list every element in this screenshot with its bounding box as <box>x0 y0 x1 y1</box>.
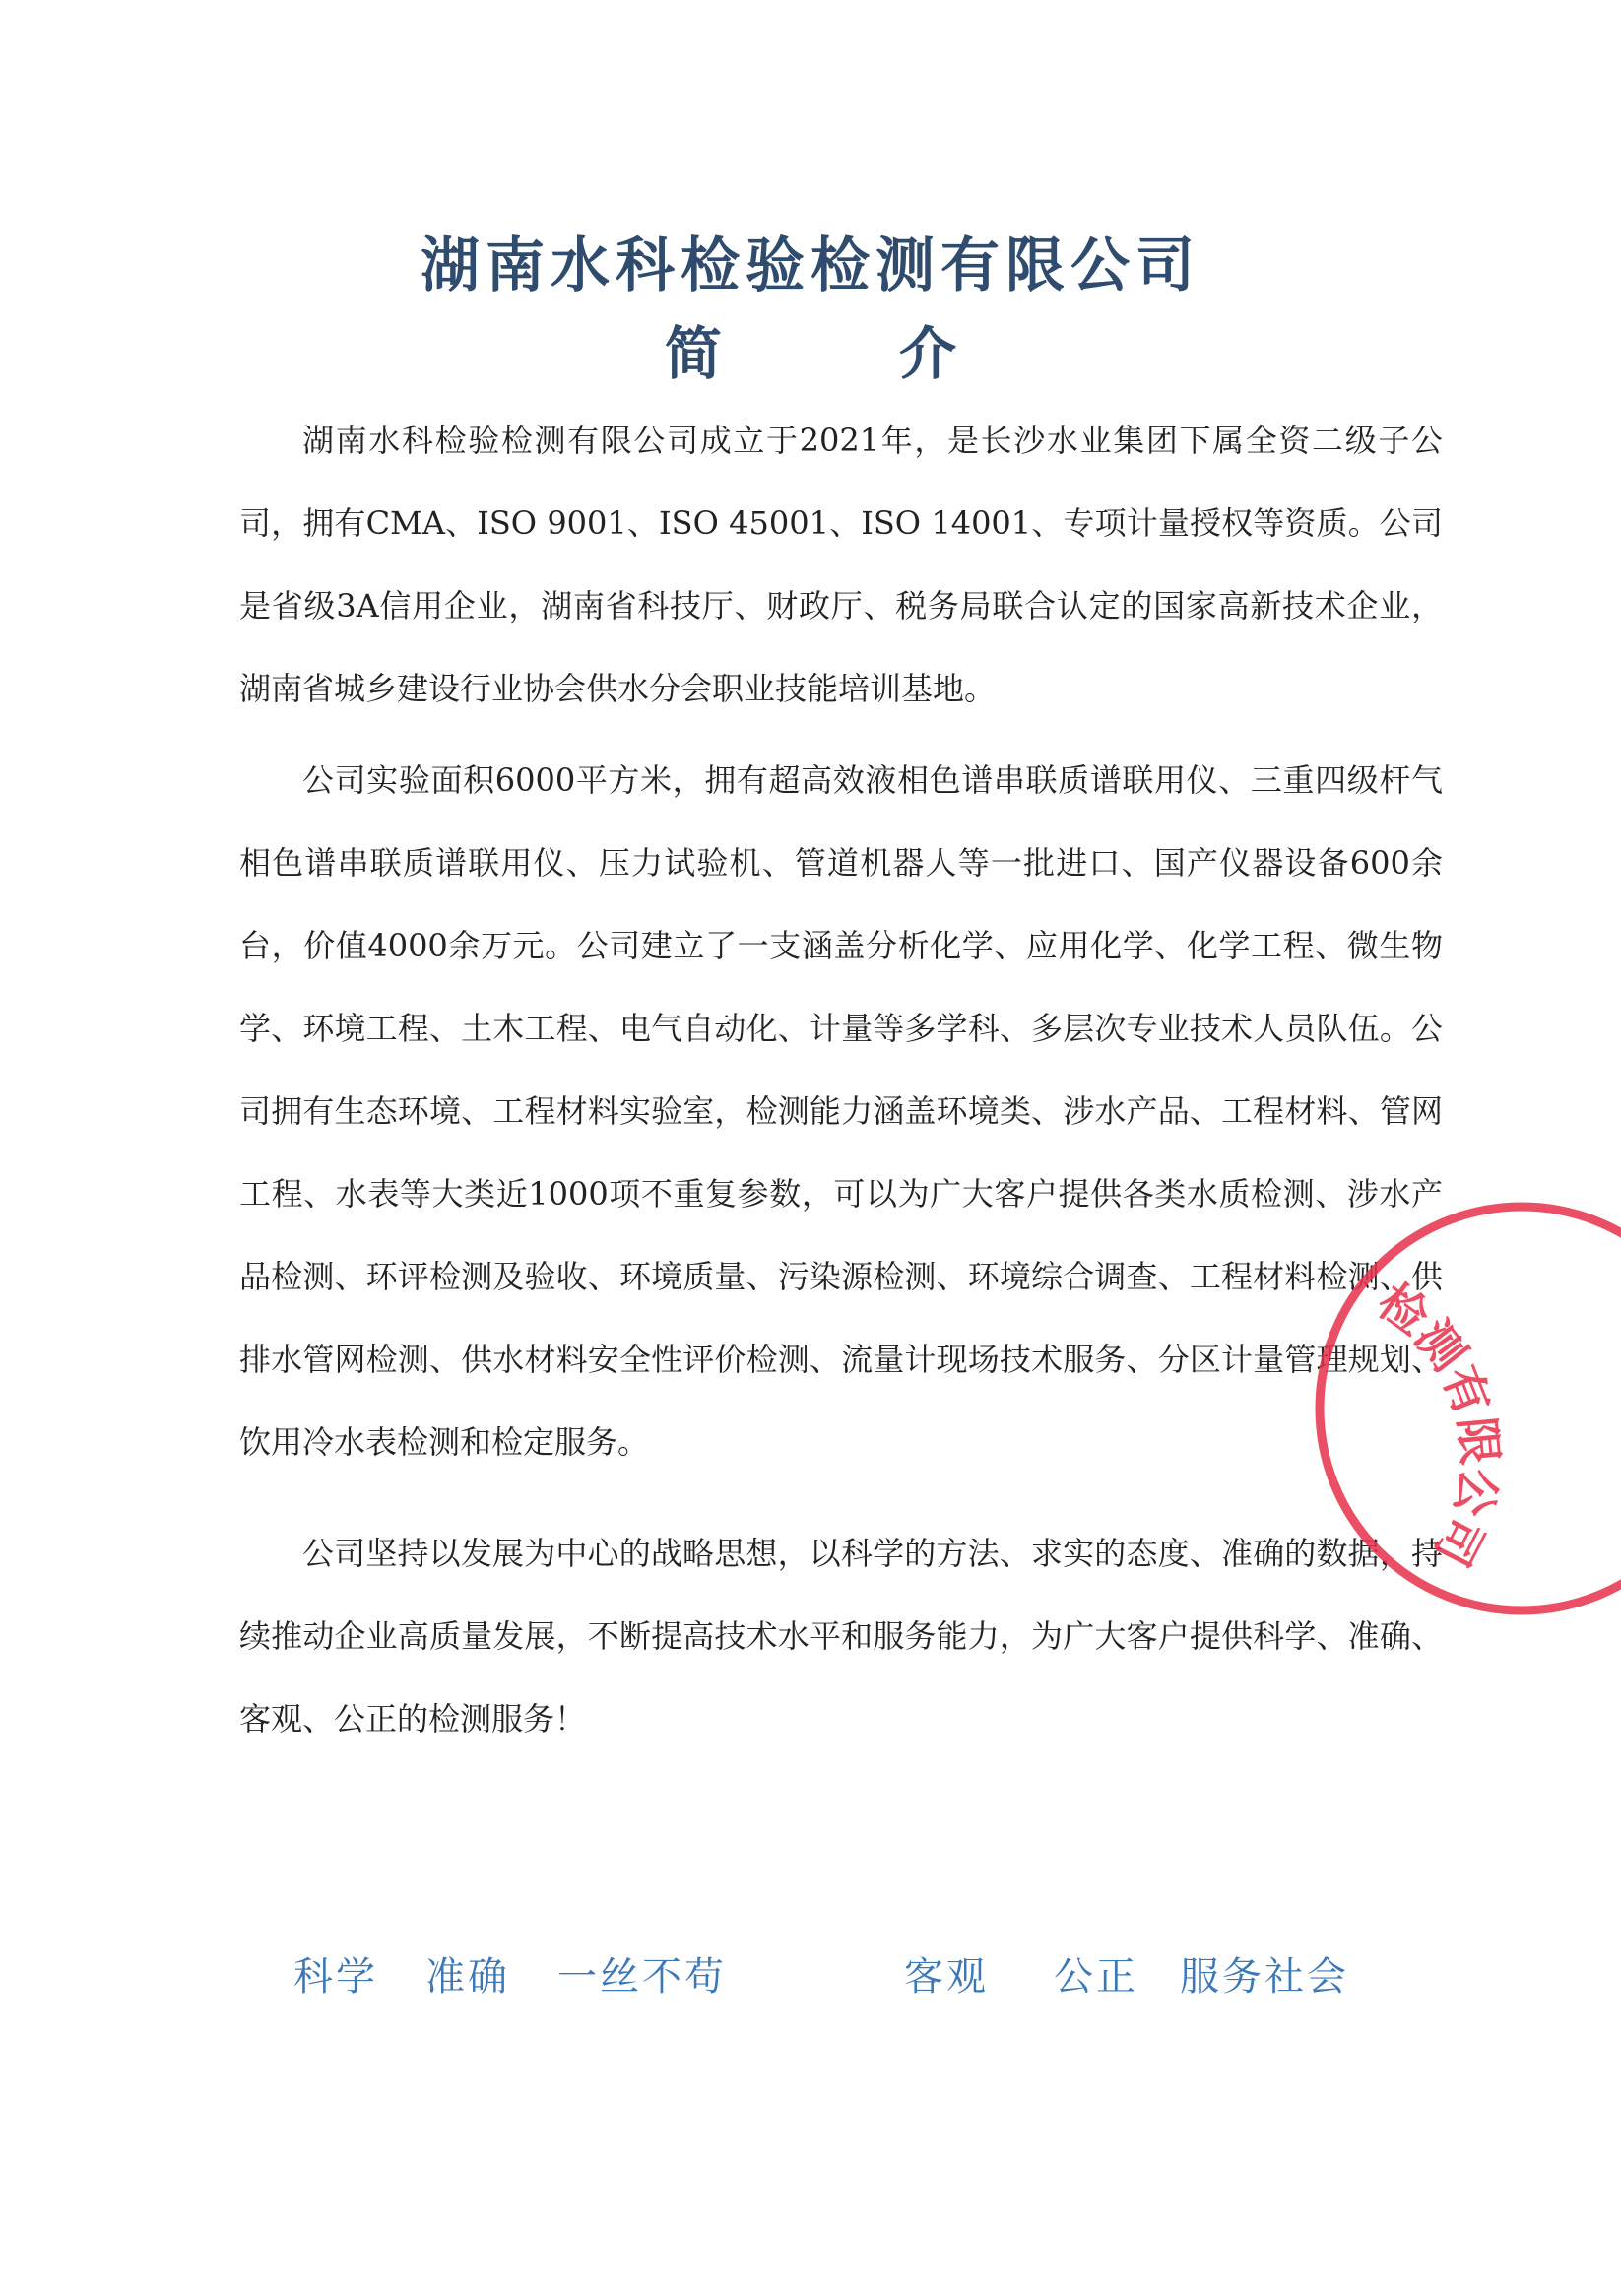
slogan-accuracy: 准确 <box>425 1954 510 2000</box>
paragraph-3: 公司坚持以发展为中心的战略思想，以科学的方法、求实的态度、准确的数据，持续推动企业高质量发展，不断提高技术水平和服务能力，为广大客户提供科学、准确、客观、公正的检测服务！ <box>239 1535 1443 1738</box>
slogan-serve-society: 服务社会 <box>1180 1954 1349 2000</box>
slogan-fair: 公正 <box>1054 1954 1138 2000</box>
document-subtitle: 简 介 <box>664 320 1036 387</box>
paragraph-2: 公司实验面积6000平方米，拥有超高效液相色谱串联质谱联用仪、三重四级杆气相色谱串联质谱联用仪、压力试验机、管道机器人等一批进口、国产仪器设备600余台，价值4000余万元。公司建立了一支涵盖分析化学、应用化学、化学工程、微生物学、环境工程、土木工程、电气自动化、计量等多学科、多层次专业技术人员队伍。公司拥有生态环境、工程材料实验室，检测能力涵盖环境类、涉水产品、工程材料、管网工程、水表等大类近1000项不重复参数，可以为广大客户提供各类水质检测、涉水产品检测、环评检测及验收、环境质量、污染源检测、环境综合调查、工程材料检测、供排水管网检测、供水材料安全性评价检测、流量计现场技术服务、分区计量管理规划、饮用冷水表检测和检定服务。 <box>239 761 1443 1461</box>
slogan-row <box>0 1945 1621 2004</box>
seal-text: 检测有限公司 <box>1367 1273 1508 1575</box>
paragraph-1: 湖南水科检验检测有限公司成立于2021年，是长沙水业集团下属全资二级子公司，拥有CMA、ISO 9001、ISO 45001、ISO 14001、专项计量授权等资质。公司是省级3A信用企业，湖南省科技厅、财政厅、税务局联合认定的国家高新技术企业，湖南省城乡建设行业协会供水分会职业技能培训基地。 <box>239 422 1443 707</box>
slogan-science: 科学 <box>293 1954 378 2000</box>
slogan-meticulous: 一丝不苟 <box>557 1954 727 2000</box>
document-title: 湖南水科检验检测有限公司 <box>421 231 1200 300</box>
slogan-objective: 客观 <box>904 1954 989 2000</box>
